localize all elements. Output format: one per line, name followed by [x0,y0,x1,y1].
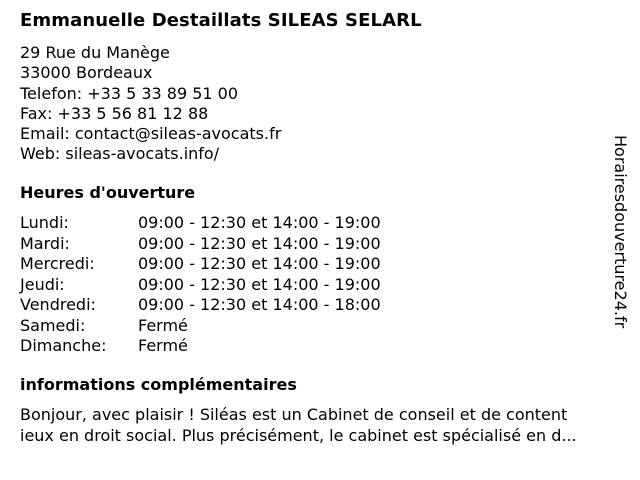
contact-block [20,43,281,165]
time-value: Fermé [138,315,188,335]
day-label: Samedi: [20,315,86,335]
time-value: 09:00 - 12:30 et 14:00 - 19:00 [138,213,381,232]
hours-heading: Heures d'ouverture [20,183,196,202]
day-label: Mardi: [20,233,70,253]
time-value: Fermé [138,336,188,355]
email-address[interactable]: Email: contact@sileas-avocats.fr [20,124,282,144]
time-value: 09:00 - 12:30 et 14:00 - 19:00 [138,233,381,253]
time-value: 09:00 - 12:30 et 14:00 - 19:00 [138,274,381,294]
address-city: 33000 Bordeaux [20,63,153,83]
description-line: ieux en droit social. Plus précisément, le cabinet est spécialisé en d... [20,426,577,445]
site-watermark: Horairesdouverture24.fr [611,135,630,329]
address-street: 29 Rue du Manège [20,43,170,62]
day-label: Lundi: [20,213,69,232]
business-name: Emmanuelle Destaillats SILEAS SELARL [20,10,422,31]
day-label: Vendredi: [20,295,96,314]
day-label: Dimanche: [20,336,107,355]
info-heading: informations complémentaires [20,375,297,394]
day-label: Mercredi: [20,254,95,273]
fax-number: Fax: +33 5 56 81 12 88 [20,103,209,123]
time-value: 09:00 - 12:30 et 14:00 - 18:00 [138,295,381,314]
description-line: Bonjour, avec plaisir ! Siléas est un Cabinet de conseil et de content [20,405,568,424]
info-description [20,404,626,446]
website-link[interactable]: Web: sileas-avocats.info/ [20,144,220,164]
time-value: 09:00 - 12:30 et 14:00 - 19:00 [138,254,381,273]
phone-number[interactable]: Telefon: +33 5 33 89 51 00 [20,83,239,103]
day-label: Jeudi: [20,274,65,294]
